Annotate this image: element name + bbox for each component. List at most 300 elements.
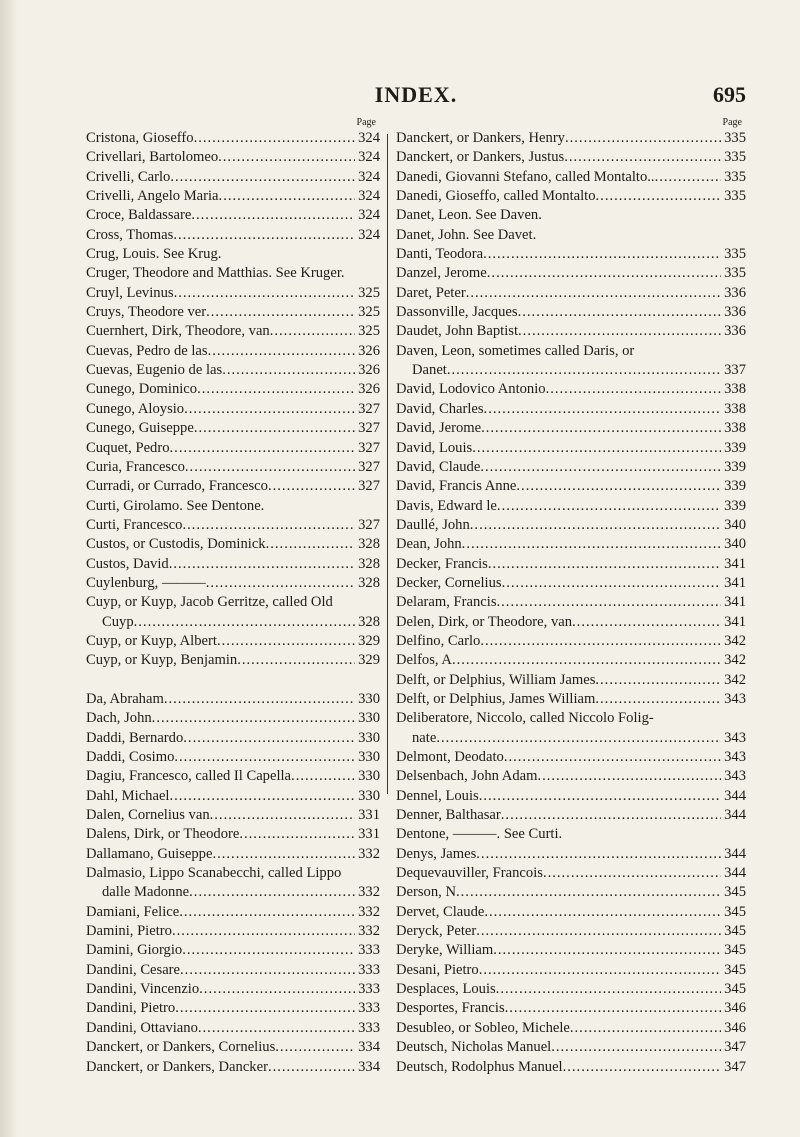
index-entry bbox=[396, 497, 746, 516]
entry-name: Davis, Edward le bbox=[396, 497, 497, 514]
entry-page-number: 330 bbox=[358, 710, 380, 727]
index-entry bbox=[86, 613, 380, 632]
entry-name: Daddi, Bernardo bbox=[86, 729, 184, 746]
entry-page-number: 334 bbox=[358, 1039, 380, 1056]
index-entry bbox=[396, 574, 746, 593]
leader-dots bbox=[291, 767, 355, 786]
index-entry bbox=[396, 380, 746, 399]
leader-dots bbox=[504, 748, 721, 767]
entry-name: Danedi, Giovanni Stefano, called Montalto.. bbox=[396, 168, 655, 185]
index-cross-reference: Danet, John. See Davet. bbox=[396, 226, 537, 243]
index-entry bbox=[396, 883, 746, 902]
entry-name: Danzel, Jerome bbox=[396, 265, 487, 282]
index-entry bbox=[396, 806, 746, 825]
entry-name: Danedi, Gioseffo, called Montalto bbox=[396, 188, 596, 205]
index-entry bbox=[86, 961, 380, 980]
index-entry bbox=[396, 264, 746, 283]
leader-dots bbox=[564, 148, 721, 167]
entry-page-number: 341 bbox=[724, 574, 746, 591]
index-entry bbox=[396, 535, 746, 554]
index-entry bbox=[86, 226, 380, 245]
index-entry bbox=[396, 767, 746, 786]
entry-page-number: 325 bbox=[358, 323, 380, 340]
index-entry bbox=[396, 458, 746, 477]
leader-dots bbox=[206, 574, 355, 593]
entry-page-number: 339 bbox=[724, 439, 746, 456]
leader-dots bbox=[270, 322, 355, 341]
leader-dots bbox=[169, 787, 355, 806]
leader-dots bbox=[484, 903, 721, 922]
entry-name: Dahl, Michael bbox=[86, 787, 170, 804]
entry-name: Delmont, Deodato bbox=[396, 749, 504, 765]
leader-dots bbox=[595, 671, 721, 690]
index-entry bbox=[86, 129, 380, 148]
entry-page-number: 345 bbox=[724, 923, 746, 940]
index-entry bbox=[86, 1019, 380, 1038]
leader-dots bbox=[237, 651, 355, 670]
index-entry bbox=[396, 748, 746, 767]
entry-name: nate bbox=[412, 729, 437, 746]
entry-page-number: 326 bbox=[358, 362, 380, 379]
entry-page-number: 333 bbox=[358, 942, 380, 959]
entry-page-number: 344 bbox=[724, 865, 746, 882]
entry-name: Desani, Pietro bbox=[396, 961, 479, 978]
entry-name: Dagiu, Francesco, called Il Capella bbox=[86, 768, 292, 785]
entry-page-number: 339 bbox=[724, 458, 746, 475]
entry-page-number: 339 bbox=[724, 497, 746, 514]
entry-page-number: 343 bbox=[724, 768, 746, 785]
entry-page-number: 327 bbox=[358, 400, 380, 417]
index-entry bbox=[396, 1019, 746, 1038]
index-entry bbox=[86, 477, 380, 496]
leader-dots bbox=[452, 651, 721, 670]
entry-name: Danckert, or Dankers, Henry bbox=[396, 130, 565, 146]
entry-name: Deutsch, Rodolphus Manuel bbox=[396, 1058, 563, 1075]
entry-name: Danckert, or Dankers, Dancker bbox=[86, 1058, 268, 1075]
entry-name: Denys, James bbox=[396, 845, 477, 862]
entry-page-number: 329 bbox=[358, 652, 380, 669]
entry-page-number: 335 bbox=[724, 265, 746, 282]
index-entry bbox=[86, 361, 380, 380]
index-entry bbox=[396, 1038, 746, 1057]
index-entry bbox=[396, 129, 746, 148]
entry-page-number: 344 bbox=[724, 845, 746, 862]
entry-page-number: 327 bbox=[358, 516, 380, 533]
leader-dots bbox=[484, 400, 722, 419]
index-entry bbox=[396, 322, 746, 341]
entry-name: Curradi, or Currado, Francesco bbox=[86, 478, 268, 495]
leader-dots bbox=[169, 555, 355, 574]
index-entry bbox=[86, 206, 380, 225]
entry-page-number: 347 bbox=[724, 1039, 746, 1056]
leader-dots bbox=[518, 303, 722, 322]
entry-name: Daullé, John bbox=[396, 516, 470, 533]
entry-page-number: 332 bbox=[358, 884, 380, 901]
leader-dots bbox=[447, 361, 721, 380]
entry-page-number: 340 bbox=[724, 536, 746, 553]
entry-name: Damini, Giorgio bbox=[86, 942, 183, 959]
index-entry bbox=[396, 903, 746, 922]
entry-name: Da, Abraham bbox=[86, 690, 164, 707]
entry-name: Deryke, William bbox=[396, 942, 494, 959]
entry-name: Danti, Teodora bbox=[396, 246, 484, 263]
index-entry bbox=[396, 439, 746, 458]
entry-name: Cristona, Gioseffo bbox=[86, 130, 194, 146]
index-entry bbox=[396, 671, 746, 690]
entry-name: Derson, N bbox=[396, 884, 456, 901]
entry-name: Crivelli, Angelo Maria bbox=[86, 188, 219, 205]
index-entry bbox=[396, 593, 746, 612]
index-entry bbox=[396, 613, 746, 632]
entry-page-number: 338 bbox=[724, 381, 746, 398]
leader-dots bbox=[268, 1058, 355, 1077]
entry-name: Cross, Thomas bbox=[86, 226, 174, 243]
entry-name: Deutsch, Nicholas Manuel bbox=[396, 1039, 552, 1056]
index-entry bbox=[86, 767, 380, 786]
leader-dots bbox=[565, 129, 721, 148]
entry-name: Deryck, Peter bbox=[396, 923, 477, 940]
entry-name: Cuevas, Eugenio de las bbox=[86, 362, 223, 379]
index-cross-reference: Dentone, ———. See Curti. bbox=[396, 826, 563, 843]
leader-dots bbox=[268, 477, 355, 496]
index-entry bbox=[86, 787, 380, 806]
leader-dots bbox=[497, 593, 722, 612]
entry-page-number: 342 bbox=[724, 671, 746, 688]
leader-dots bbox=[170, 168, 355, 187]
index-entry bbox=[396, 922, 746, 941]
entry-name: Danckert, or Dankers, Justus bbox=[396, 149, 565, 166]
index-entry bbox=[396, 690, 746, 709]
entry-name: Dalen, Cornelius van bbox=[86, 807, 210, 824]
index-column-right bbox=[396, 116, 746, 1077]
leader-dots bbox=[219, 187, 356, 206]
entry-name: Curti, Francesco bbox=[86, 516, 183, 533]
entry-name: Cuernhert, Dirk, Theodore, van bbox=[86, 323, 270, 340]
index-entry bbox=[396, 400, 746, 419]
entry-page-number: 324 bbox=[358, 149, 380, 166]
index-entry bbox=[86, 1058, 380, 1077]
entry-page-number: 336 bbox=[724, 304, 746, 321]
entry-name: Cunego, Aloysio bbox=[86, 400, 185, 417]
page-number: 695 bbox=[713, 82, 746, 107]
entry-page-number: 341 bbox=[724, 594, 746, 611]
entry-page-number: 342 bbox=[724, 652, 746, 669]
entry-page-number: 328 bbox=[358, 555, 380, 572]
leader-dots bbox=[493, 941, 721, 960]
index-column-left bbox=[86, 116, 380, 1077]
entry-page-number: 345 bbox=[724, 942, 746, 959]
index-entry bbox=[396, 516, 746, 535]
index-entry bbox=[86, 574, 380, 593]
entry-page-number: 335 bbox=[724, 168, 746, 185]
entry-name: David, Louis bbox=[396, 439, 473, 456]
index-entry bbox=[86, 845, 380, 864]
leader-dots bbox=[185, 458, 355, 477]
leader-dots bbox=[476, 922, 721, 941]
entry-name: Danet bbox=[412, 362, 447, 379]
index-entry bbox=[396, 477, 746, 496]
leader-dots bbox=[466, 284, 721, 303]
leader-dots bbox=[483, 245, 721, 264]
page-header bbox=[86, 82, 746, 112]
entry-name: Daudet, John Baptist bbox=[396, 323, 519, 340]
entry-name: David, Lodovico Antonio bbox=[396, 381, 546, 398]
page-column-label: Page bbox=[356, 117, 376, 128]
index-entry bbox=[396, 419, 746, 438]
entry-name: Dennel, Louis bbox=[396, 787, 479, 804]
entry-name: Dallamano, Guiseppe bbox=[86, 845, 213, 862]
entry-page-number: 341 bbox=[724, 555, 746, 572]
leader-dots bbox=[551, 1038, 721, 1057]
index-entry bbox=[86, 284, 380, 303]
leader-dots bbox=[516, 477, 721, 496]
index-entry bbox=[396, 941, 746, 960]
entry-name: Desportes, Francis bbox=[396, 1000, 505, 1017]
entry-page-number: 345 bbox=[724, 981, 746, 998]
leader-dots bbox=[184, 400, 355, 419]
index-cross-reference: Dalmasio, Lippo Scanabecchi, called Lippo bbox=[86, 865, 342, 882]
index-entry bbox=[86, 632, 380, 651]
index-entry bbox=[396, 845, 746, 864]
index-entry bbox=[396, 651, 746, 670]
index-entry bbox=[86, 806, 380, 825]
entry-page-number: 324 bbox=[358, 188, 380, 205]
index-entry bbox=[396, 303, 746, 322]
entry-name: Dach, John bbox=[86, 710, 152, 727]
entry-page-number: 330 bbox=[358, 729, 380, 746]
index-entry bbox=[86, 729, 380, 748]
leader-dots bbox=[194, 419, 355, 438]
entry-name: David, Charles bbox=[396, 400, 484, 417]
entry-page-number: 325 bbox=[358, 304, 380, 321]
entry-page-number: 327 bbox=[358, 420, 380, 437]
index-entry bbox=[86, 516, 380, 535]
entry-page-number: 329 bbox=[358, 632, 380, 649]
entry-page-number: 346 bbox=[724, 1019, 746, 1036]
index-entry bbox=[396, 980, 746, 999]
entry-name: David, Jerome bbox=[396, 420, 482, 437]
entry-page-number: 327 bbox=[358, 458, 380, 475]
entry-page-number: 336 bbox=[724, 323, 746, 340]
entry-name: Custos, David bbox=[86, 555, 169, 572]
leader-dots bbox=[199, 980, 355, 999]
entry-page-number: 324 bbox=[358, 168, 380, 185]
entry-name: Cruys, Theodore ver bbox=[86, 304, 207, 321]
index-entry bbox=[86, 419, 380, 438]
leader-dots bbox=[222, 361, 355, 380]
entry-page-number: 343 bbox=[724, 729, 746, 746]
entry-name: Cuyp, or Kuyp, Benjamin bbox=[86, 652, 238, 669]
index-entry bbox=[396, 361, 746, 380]
entry-page-number: 336 bbox=[724, 284, 746, 301]
entry-name: Desubleo, or Sobleo, Michele bbox=[396, 1019, 570, 1036]
entry-page-number: 326 bbox=[358, 342, 380, 359]
leader-dots bbox=[170, 439, 356, 458]
leader-dots bbox=[239, 825, 355, 844]
index-entry bbox=[86, 922, 380, 941]
index-entry bbox=[86, 999, 380, 1018]
index-entry bbox=[86, 941, 380, 960]
entry-name: Dequevauviller, Francois bbox=[396, 865, 543, 882]
leader-dots bbox=[655, 168, 722, 187]
entry-page-number: 344 bbox=[724, 787, 746, 804]
leader-dots bbox=[182, 516, 355, 535]
leader-dots bbox=[502, 574, 722, 593]
entry-page-number: 328 bbox=[358, 536, 380, 553]
entry-name: Dalens, Dirk, or Theodore bbox=[86, 826, 240, 843]
leader-dots bbox=[596, 187, 722, 206]
index-entry bbox=[86, 690, 380, 709]
leader-dots bbox=[436, 729, 721, 748]
entry-name: David, Francis Anne bbox=[396, 478, 517, 495]
entry-name: Cunego, Guiseppe bbox=[86, 420, 194, 437]
leader-dots bbox=[174, 284, 356, 303]
entry-page-number: 331 bbox=[358, 807, 380, 824]
leader-dots bbox=[210, 806, 355, 825]
entry-name: Curia, Francesco bbox=[86, 458, 185, 475]
leader-dots bbox=[505, 999, 721, 1018]
leader-dots bbox=[182, 941, 355, 960]
entry-name: Custos, or Custodis, Dominick bbox=[86, 536, 266, 553]
index-entry bbox=[86, 748, 380, 767]
entry-page-number: 346 bbox=[724, 1000, 746, 1017]
leader-dots bbox=[217, 632, 355, 651]
entry-page-number: 333 bbox=[358, 961, 380, 978]
entry-name: Croce, Baldassare bbox=[86, 207, 192, 224]
entry-name: Daret, Peter bbox=[396, 284, 466, 301]
index-entry bbox=[396, 168, 746, 187]
index-entry bbox=[86, 439, 380, 458]
leader-dots bbox=[537, 767, 721, 786]
entry-name: Delft, or Delphius, James William bbox=[396, 690, 596, 707]
entry-name: Decker, Francis bbox=[396, 555, 488, 572]
index-entry bbox=[86, 400, 380, 419]
entry-page-number: 347 bbox=[724, 1058, 746, 1075]
entry-page-number: 335 bbox=[724, 188, 746, 205]
entry-name: Desplaces, Louis bbox=[396, 981, 496, 998]
entry-page-number: 332 bbox=[358, 923, 380, 940]
entry-page-number: 339 bbox=[724, 478, 746, 495]
index-cross-reference: Danet, Leon. See Daven. bbox=[396, 207, 542, 224]
entry-page-number: 330 bbox=[358, 768, 380, 785]
leader-dots bbox=[174, 748, 355, 767]
entry-name: Dandini, Pietro bbox=[86, 1000, 176, 1017]
entry-name: Cuquet, Pedro bbox=[86, 439, 170, 456]
index-cross-reference: Deliberatore, Niccolo, called Niccolo Folig- bbox=[396, 710, 654, 727]
entry-name: Dandini, Vincenzio bbox=[86, 981, 200, 998]
entry-page-number: 330 bbox=[358, 690, 380, 707]
entry-page-number: 332 bbox=[358, 845, 380, 862]
entry-page-number: 333 bbox=[358, 1019, 380, 1036]
index-cross-reference: Crug, Louis. See Krug. bbox=[86, 246, 222, 263]
leader-dots bbox=[206, 303, 355, 322]
leader-dots bbox=[180, 961, 355, 980]
index-cross-reference: Cruger, Theodore and Matthias. See Kruger. bbox=[86, 265, 345, 282]
entry-page-number: 334 bbox=[358, 1058, 380, 1075]
entry-name: Daddi, Cosimo bbox=[86, 749, 175, 765]
entry-name: Dean, John bbox=[396, 536, 462, 553]
leader-dots bbox=[479, 961, 721, 980]
index-entry bbox=[86, 458, 380, 477]
leader-dots bbox=[172, 922, 355, 941]
index-entry bbox=[86, 709, 380, 728]
entry-page-number: 328 bbox=[358, 613, 380, 630]
leader-dots bbox=[543, 864, 721, 883]
leader-dots bbox=[266, 535, 356, 554]
index-entry bbox=[396, 729, 746, 748]
section-gap bbox=[86, 671, 380, 690]
leader-dots bbox=[488, 555, 721, 574]
leader-dots bbox=[212, 845, 355, 864]
page-title: INDEX. bbox=[374, 82, 458, 107]
leader-dots bbox=[501, 806, 721, 825]
entry-name: Delaram, Francis bbox=[396, 594, 497, 611]
entry-page-number: 340 bbox=[724, 516, 746, 533]
leader-dots bbox=[476, 845, 721, 864]
leader-dots bbox=[197, 380, 355, 399]
index-entry bbox=[396, 187, 746, 206]
entry-page-number: 327 bbox=[358, 439, 380, 456]
entry-name: Delen, Dirk, or Theodore, van bbox=[396, 613, 573, 630]
entry-page-number: 330 bbox=[358, 749, 380, 765]
entry-page-number: 326 bbox=[358, 381, 380, 398]
entry-name: Danckert, or Dankers, Cornelius bbox=[86, 1039, 276, 1056]
entry-page-number: 342 bbox=[724, 632, 746, 649]
leader-dots bbox=[479, 787, 721, 806]
leader-dots bbox=[456, 883, 721, 902]
leader-dots bbox=[175, 999, 355, 1018]
entry-page-number: 333 bbox=[358, 1000, 380, 1017]
entry-page-number: 335 bbox=[724, 246, 746, 263]
entry-page-number: 343 bbox=[724, 749, 746, 765]
index-entry bbox=[86, 651, 380, 670]
entry-name: Damini, Pietro bbox=[86, 923, 172, 940]
index-entry bbox=[86, 168, 380, 187]
leader-dots bbox=[208, 342, 356, 361]
entry-page-number: 325 bbox=[358, 284, 380, 301]
entry-page-number: 335 bbox=[724, 130, 746, 146]
entry-page-number: 335 bbox=[724, 149, 746, 166]
index-entry bbox=[86, 322, 380, 341]
entry-page-number: 332 bbox=[358, 903, 380, 920]
leader-dots bbox=[164, 690, 355, 709]
entry-name: Cruyl, Levinus bbox=[86, 284, 174, 301]
index-entry bbox=[396, 555, 746, 574]
index-entry bbox=[86, 980, 380, 999]
entry-page-number: 328 bbox=[358, 574, 380, 591]
leader-dots bbox=[218, 148, 355, 167]
entry-name: Cuyp bbox=[102, 613, 134, 630]
entry-name: Delfino, Carlo bbox=[396, 632, 481, 649]
entry-page-number: 345 bbox=[724, 961, 746, 978]
leader-dots bbox=[183, 729, 355, 748]
index-entry bbox=[86, 303, 380, 322]
index-entry bbox=[86, 883, 380, 902]
leader-dots bbox=[480, 458, 721, 477]
entry-page-number: 341 bbox=[724, 613, 746, 630]
index-entry bbox=[396, 864, 746, 883]
leader-dots bbox=[496, 980, 721, 999]
entry-name: Delft, or Delphius, William James bbox=[396, 671, 596, 688]
index-entry bbox=[396, 245, 746, 264]
index-entry bbox=[396, 961, 746, 980]
leader-dots bbox=[275, 1038, 355, 1057]
index-entry bbox=[86, 342, 380, 361]
entry-page-number: 343 bbox=[724, 690, 746, 707]
leader-dots bbox=[179, 903, 355, 922]
entry-page-number: 331 bbox=[358, 826, 380, 843]
index-entry bbox=[396, 632, 746, 651]
